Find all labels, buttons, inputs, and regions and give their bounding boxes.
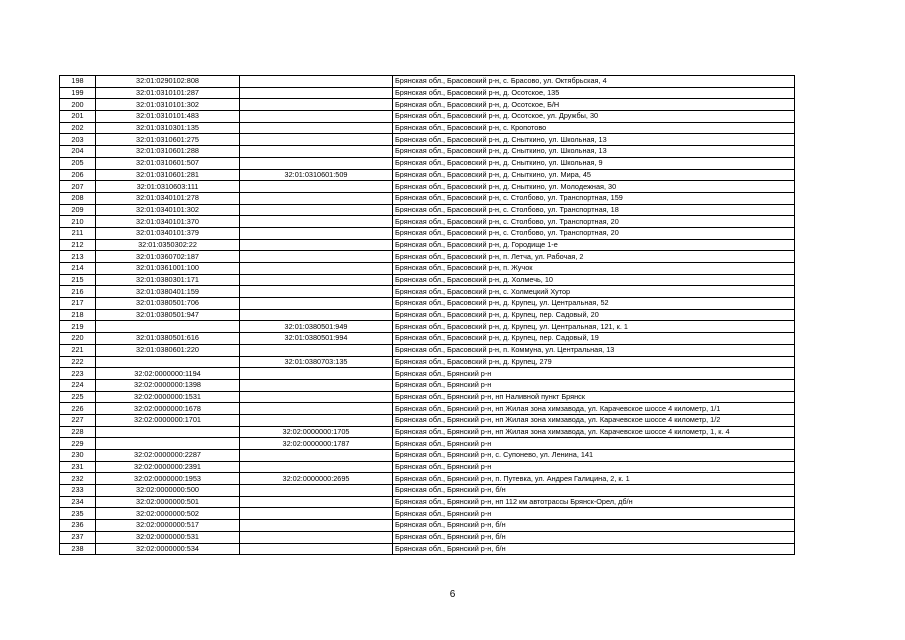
cadastral-number-cell: 32:01:0361001:100: [96, 263, 240, 275]
row-number-cell: 232: [60, 473, 96, 485]
cadastral-number-cell: 32:02:0000000:2287: [96, 450, 240, 462]
table-row: [60, 169, 795, 181]
address-cell: Брянская обл., Брянский р-н: [393, 368, 795, 380]
linked-cadastral-number-cell: [240, 344, 393, 356]
cadastral-number-cell: 32:01:0380401:159: [96, 286, 240, 298]
linked-cadastral-number-cell: [240, 391, 393, 403]
address-cell: Брянская обл., Брасовский р-н, д. Сныткино, ул. Молодежная, 30: [393, 181, 795, 193]
linked-cadastral-number-cell: [240, 531, 393, 543]
address-cell: Брянская обл., Брянский р-н, с. Супонево, ул. Ленина, 141: [393, 450, 795, 462]
linked-cadastral-number-cell: [240, 508, 393, 520]
table-row: [60, 520, 795, 532]
table-row: [60, 344, 795, 356]
linked-cadastral-number-cell: 32:01:0380501:949: [240, 321, 393, 333]
table-row: [60, 391, 795, 403]
cadastral-number-cell: 32:01:0380501:706: [96, 298, 240, 310]
row-number-cell: 217: [60, 298, 96, 310]
table-row: [60, 239, 795, 251]
cadastral-number-cell: 32:02:0000000:1531: [96, 391, 240, 403]
row-number-cell: 213: [60, 251, 96, 263]
address-cell: Брянская обл., Брасовский р-н, с. Столбово, ул. Транспортная, 18: [393, 204, 795, 216]
address-cell: Брянская обл., Брянский р-н, б/н: [393, 543, 795, 555]
address-cell: Брянская обл., Брянский р-н, нп Жилая зона химзавода, ул. Карачевское шоссе 4 километр, 1, к. 4: [393, 426, 795, 438]
row-number-cell: 226: [60, 403, 96, 415]
row-number-cell: 198: [60, 76, 96, 88]
row-number-cell: 205: [60, 157, 96, 169]
cadastral-number-cell: 32:01:0380601:220: [96, 344, 240, 356]
linked-cadastral-number-cell: [240, 450, 393, 462]
table-row: [60, 461, 795, 473]
address-cell: Брянская обл., Брянский р-н: [393, 379, 795, 391]
table-row: [60, 87, 795, 99]
property-table: [59, 75, 795, 555]
row-number-cell: 229: [60, 438, 96, 450]
table-row: [60, 99, 795, 111]
address-cell: Брянская обл., Брасовский р-н, с. Кропотово: [393, 122, 795, 134]
address-cell: Брянская обл., Брянский р-н, нп 112 км автотрассы Брянск-Орел, дб/н: [393, 496, 795, 508]
linked-cadastral-number-cell: [240, 274, 393, 286]
cadastral-number-cell: 32:02:0000000:501: [96, 496, 240, 508]
linked-cadastral-number-cell: [240, 251, 393, 263]
linked-cadastral-number-cell: [240, 146, 393, 158]
table-row: [60, 204, 795, 216]
table-row: [60, 543, 795, 555]
address-cell: Брянская обл., Брасовский р-н, д. Крупец, ул. Центральная, 121, к. 1: [393, 321, 795, 333]
cadastral-number-cell: 32:01:0380501:947: [96, 309, 240, 321]
linked-cadastral-number-cell: [240, 414, 393, 426]
linked-cadastral-number-cell: 32:01:0380703:135: [240, 356, 393, 368]
table-row: [60, 356, 795, 368]
cadastral-number-cell: 32:01:0340101:379: [96, 227, 240, 239]
cadastral-number-cell: 32:01:0310601:275: [96, 134, 240, 146]
linked-cadastral-number-cell: [240, 520, 393, 532]
row-number-cell: 224: [60, 379, 96, 391]
cadastral-number-cell: 32:01:0310301:135: [96, 122, 240, 134]
table-row: [60, 473, 795, 485]
cadastral-number-cell: 32:02:0000000:1398: [96, 379, 240, 391]
cadastral-number-cell: 32:02:0000000:500: [96, 485, 240, 497]
table-row: [60, 263, 795, 275]
row-number-cell: 209: [60, 204, 96, 216]
cadastral-number-cell: 32:02:0000000:531: [96, 531, 240, 543]
address-cell: Брянская обл., Брасовский р-н, с. Столбово, ул. Транспортная, 20: [393, 227, 795, 239]
table-row: [60, 76, 795, 88]
cadastral-number-cell: 32:01:0340101:302: [96, 204, 240, 216]
address-cell: Брянская обл., Брасовский р-н, д. Сныткино, ул. Школьная, 9: [393, 157, 795, 169]
linked-cadastral-number-cell: 32:02:0000000:1787: [240, 438, 393, 450]
linked-cadastral-number-cell: [240, 227, 393, 239]
cadastral-number-cell: 32:01:0340101:370: [96, 216, 240, 228]
address-cell: Брянская обл., Брасовский р-н, д. Сныткино, ул. Школьная, 13: [393, 134, 795, 146]
cadastral-number-cell: 32:02:0000000:517: [96, 520, 240, 532]
row-number-cell: 230: [60, 450, 96, 462]
linked-cadastral-number-cell: [240, 461, 393, 473]
address-cell: Брянская обл., Брянский р-н, нп Жилая зона химзавода, ул. Карачевское шоссе 4 километр, 1/1: [393, 403, 795, 415]
address-cell: Брянская обл., Брасовский р-н, д. Крупец, ул. Центральная, 52: [393, 298, 795, 310]
table-row: [60, 122, 795, 134]
table-row: [60, 286, 795, 298]
row-number-cell: 210: [60, 216, 96, 228]
row-number-cell: 199: [60, 87, 96, 99]
address-cell: Брянская обл., Брасовский р-н, д. Осотское, Б/Н: [393, 99, 795, 111]
cadastral-number-cell: 32:02:0000000:1701: [96, 414, 240, 426]
cadastral-number-cell: 32:01:0380501:616: [96, 333, 240, 345]
linked-cadastral-number-cell: [240, 111, 393, 123]
cadastral-number-cell: 32:01:0340101:278: [96, 192, 240, 204]
row-number-cell: 238: [60, 543, 96, 555]
cadastral-number-cell: 32:01:0380301:171: [96, 274, 240, 286]
row-number-cell: 202: [60, 122, 96, 134]
linked-cadastral-number-cell: [240, 122, 393, 134]
address-cell: Брянская обл., Брянский р-н, б/н: [393, 485, 795, 497]
row-number-cell: 231: [60, 461, 96, 473]
table-row: [60, 181, 795, 193]
row-number-cell: 204: [60, 146, 96, 158]
address-cell: Брянская обл., Брасовский р-н, д. Сныткино, ул. Мира, 45: [393, 169, 795, 181]
cadastral-number-cell: 32:02:0000000:534: [96, 543, 240, 555]
row-number-cell: 225: [60, 391, 96, 403]
linked-cadastral-number-cell: [240, 157, 393, 169]
linked-cadastral-number-cell: [240, 216, 393, 228]
address-cell: Брянская обл., Брасовский р-н, д. Крупец, 279: [393, 356, 795, 368]
table-row: [60, 438, 795, 450]
linked-cadastral-number-cell: [240, 485, 393, 497]
address-cell: Брянская обл., Брасовский р-н, п. Коммуна, ул. Центральная, 13: [393, 344, 795, 356]
row-number-cell: 237: [60, 531, 96, 543]
table-row: [60, 531, 795, 543]
row-number-cell: 200: [60, 99, 96, 111]
row-number-cell: 208: [60, 192, 96, 204]
row-number-cell: 228: [60, 426, 96, 438]
cadastral-number-cell: 32:01:0310101:287: [96, 87, 240, 99]
table-row: [60, 426, 795, 438]
linked-cadastral-number-cell: [240, 204, 393, 216]
cadastral-number-cell: 32:02:0000000:1953: [96, 473, 240, 485]
cadastral-number-cell: 32:01:0310101:302: [96, 99, 240, 111]
table-row: [60, 111, 795, 123]
table-row: [60, 274, 795, 286]
table-row: [60, 134, 795, 146]
linked-cadastral-number-cell: [240, 76, 393, 88]
table-row: [60, 251, 795, 263]
linked-cadastral-number-cell: 32:02:0000000:1705: [240, 426, 393, 438]
address-cell: Брянская обл., Брасовский р-н, д. Осотское, 135: [393, 87, 795, 99]
address-cell: Брянская обл., Брасовский р-н, с. Брасово, ул. Октябрьская, 4: [393, 76, 795, 88]
address-cell: Брянская обл., Брасовский р-н, д. Городище 1-е: [393, 239, 795, 251]
linked-cadastral-number-cell: [240, 496, 393, 508]
row-number-cell: 203: [60, 134, 96, 146]
address-cell: Брянская обл., Брасовский р-н, д. Крупец, пер. Садовый, 19: [393, 333, 795, 345]
linked-cadastral-number-cell: [240, 368, 393, 380]
row-number-cell: 223: [60, 368, 96, 380]
cadastral-number-cell: [96, 438, 240, 450]
linked-cadastral-number-cell: [240, 181, 393, 193]
address-cell: Брянская обл., Брянский р-н, нп Наливной пункт Брянск: [393, 391, 795, 403]
table-row: [60, 227, 795, 239]
address-cell: Брянская обл., Брасовский р-н, д. Сныткино, ул. Школьная, 13: [393, 146, 795, 158]
address-cell: Брянская обл., Брянский р-н: [393, 461, 795, 473]
row-number-cell: 216: [60, 286, 96, 298]
row-number-cell: 218: [60, 309, 96, 321]
row-number-cell: 227: [60, 414, 96, 426]
cadastral-number-cell: 32:01:0310101:483: [96, 111, 240, 123]
cadastral-number-cell: 32:01:0310601:507: [96, 157, 240, 169]
address-cell: Брянская обл., Брасовский р-н, с. Столбово, ул. Транспортная, 20: [393, 216, 795, 228]
linked-cadastral-number-cell: [240, 309, 393, 321]
address-cell: Брянская обл., Брянский р-н, п. Путевка, ул. Андрея Галицина, 2, к. 1: [393, 473, 795, 485]
linked-cadastral-number-cell: [240, 239, 393, 251]
table-row: [60, 298, 795, 310]
address-cell: Брянская обл., Брянский р-н, б/н: [393, 531, 795, 543]
table-row: [60, 508, 795, 520]
row-number-cell: 201: [60, 111, 96, 123]
table-row: [60, 485, 795, 497]
linked-cadastral-number-cell: [240, 286, 393, 298]
address-cell: Брянская обл., Брянский р-н, нп Жилая зона химзавода, ул. Карачевское шоссе 4 километр, 1/2: [393, 414, 795, 426]
row-number-cell: 236: [60, 520, 96, 532]
linked-cadastral-number-cell: [240, 298, 393, 310]
table-row: [60, 146, 795, 158]
row-number-cell: 221: [60, 344, 96, 356]
table-row: [60, 496, 795, 508]
linked-cadastral-number-cell: 32:02:0000000:2695: [240, 473, 393, 485]
cadastral-number-cell: 32:02:0000000:2391: [96, 461, 240, 473]
address-cell: Брянская обл., Брасовский р-н, с. Столбово, ул. Транспортная, 159: [393, 192, 795, 204]
table-body: [60, 76, 795, 555]
row-number-cell: 212: [60, 239, 96, 251]
row-number-cell: 207: [60, 181, 96, 193]
row-number-cell: 206: [60, 169, 96, 181]
linked-cadastral-number-cell: [240, 99, 393, 111]
cadastral-number-cell: 32:01:0290102:808: [96, 76, 240, 88]
cadastral-number-cell: 32:02:0000000:502: [96, 508, 240, 520]
cadastral-number-cell: [96, 356, 240, 368]
table-row: [60, 414, 795, 426]
cadastral-number-cell: 32:02:0000000:1194: [96, 368, 240, 380]
linked-cadastral-number-cell: [240, 87, 393, 99]
table-row: [60, 450, 795, 462]
address-cell: Брянская обл., Брасовский р-н, с. Холмецкий Хутор: [393, 286, 795, 298]
address-cell: Брянская обл., Брянский р-н: [393, 508, 795, 520]
linked-cadastral-number-cell: [240, 192, 393, 204]
row-number-cell: 219: [60, 321, 96, 333]
address-cell: Брянская обл., Брянский р-н: [393, 438, 795, 450]
table-row: [60, 333, 795, 345]
address-cell: Брянская обл., Брасовский р-н, п. Летча, ул. Рабочая, 2: [393, 251, 795, 263]
table-row: [60, 321, 795, 333]
address-cell: Брянская обл., Брасовский р-н, д. Холмечь, 10: [393, 274, 795, 286]
linked-cadastral-number-cell: 32:01:0380501:994: [240, 333, 393, 345]
linked-cadastral-number-cell: [240, 263, 393, 275]
row-number-cell: 233: [60, 485, 96, 497]
table-row: [60, 368, 795, 380]
linked-cadastral-number-cell: [240, 134, 393, 146]
address-cell: Брянская обл., Брасовский р-н, д. Осотское, ул. Дружбы, 30: [393, 111, 795, 123]
cadastral-number-cell: 32:01:0350302:22: [96, 239, 240, 251]
address-cell: Брянская обл., Брасовский р-н, п. Жучок: [393, 263, 795, 275]
linked-cadastral-number-cell: 32:01:0310601:509: [240, 169, 393, 181]
table-row: [60, 309, 795, 321]
table-row: [60, 157, 795, 169]
row-number-cell: 215: [60, 274, 96, 286]
cadastral-number-cell: 32:01:0310603:111: [96, 181, 240, 193]
address-cell: Брянская обл., Брасовский р-н, д. Крупец, пер. Садовый, 20: [393, 309, 795, 321]
table-row: [60, 216, 795, 228]
cadastral-number-cell: 32:01:0310601:288: [96, 146, 240, 158]
linked-cadastral-number-cell: [240, 403, 393, 415]
row-number-cell: 235: [60, 508, 96, 520]
table-row: [60, 403, 795, 415]
cadastral-number-cell: 32:01:0310601:281: [96, 169, 240, 181]
table-row: [60, 192, 795, 204]
row-number-cell: 222: [60, 356, 96, 368]
linked-cadastral-number-cell: [240, 543, 393, 555]
table-row: [60, 379, 795, 391]
cadastral-number-cell: [96, 321, 240, 333]
cadastral-number-cell: 32:01:0360702:187: [96, 251, 240, 263]
linked-cadastral-number-cell: [240, 379, 393, 391]
cadastral-number-cell: 32:02:0000000:1678: [96, 403, 240, 415]
cadastral-number-cell: [96, 426, 240, 438]
row-number-cell: 211: [60, 227, 96, 239]
row-number-cell: 214: [60, 263, 96, 275]
row-number-cell: 220: [60, 333, 96, 345]
address-cell: Брянская обл., Брянский р-н, б/н: [393, 520, 795, 532]
row-number-cell: 234: [60, 496, 96, 508]
page-number: 6: [449, 589, 456, 600]
